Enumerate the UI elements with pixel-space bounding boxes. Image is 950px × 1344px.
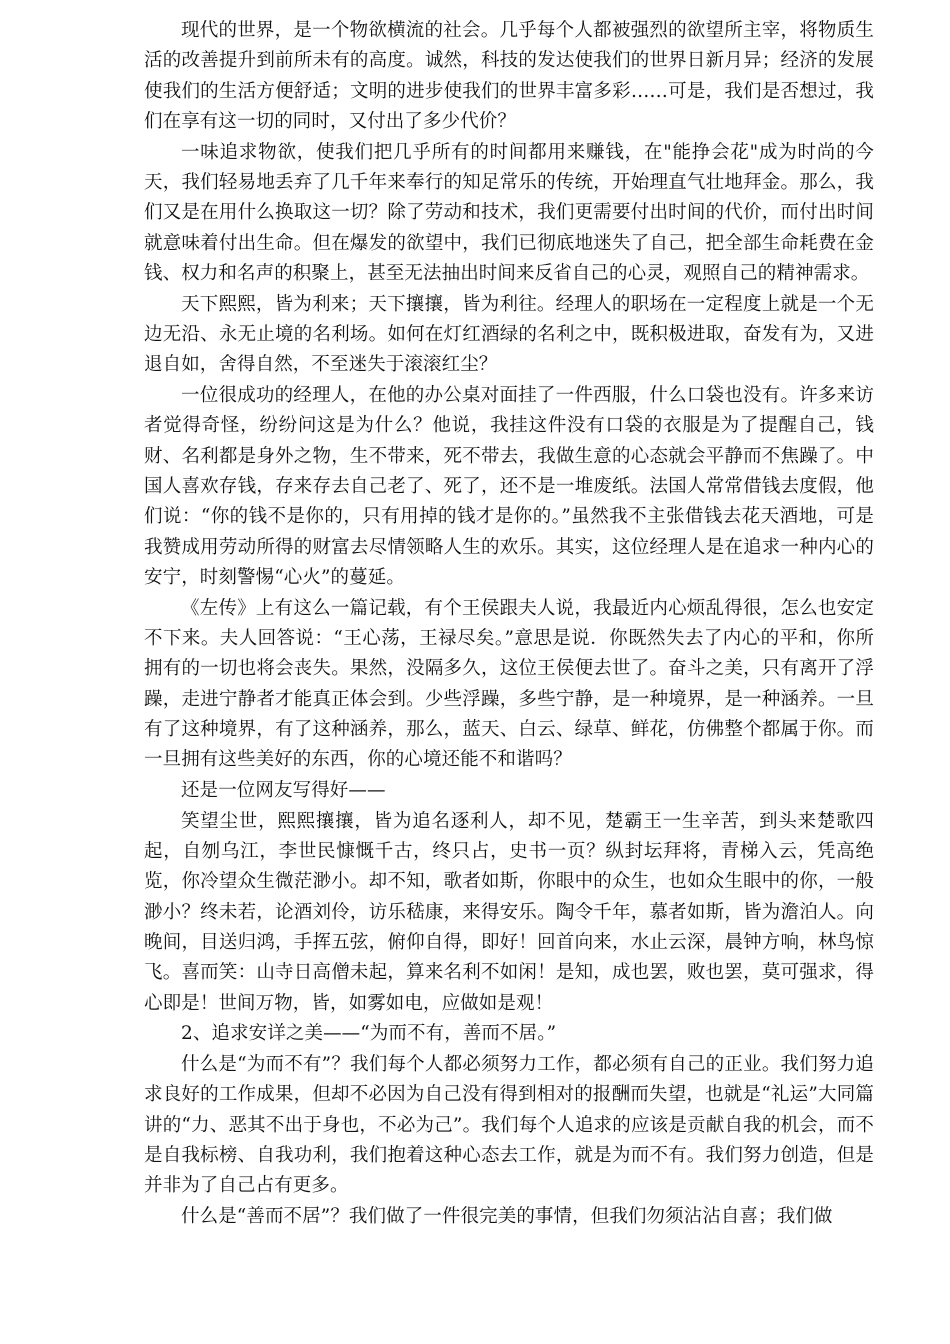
paragraph-5: 《左传》上有这么一篇记载，有个王侯跟夫人说，我最近内心烦乱得很，怎么也安定不下来。夫人回答说：“王心荡，王禄尽矣。”意思是说．你既然失去了内心的平和，你所拥有的一切也将会丧失。果然，没隔多久，这位王侯便去世了。奋斗之美，只有离开了浮躁，走进宁静者才能真正体会到。少些浮躁，多些宁静，是一种境界，是一种涵养。一旦有了这种境界，有了这种涵养，那么，蓝天、白云、绿草、鲜花，仿佛整个都属于你。而一旦拥有这些美好的东西，你的心境还能不和谐吗？ [144, 597, 874, 771]
paragraph-4: 一位很成功的经理人，在他的办公桌对面挂了一件西服，什么口袋也没有。许多来访者觉得奇怪，纷纷问这是为什么？他说，我挂这件没有口袋的衣服是为了提醒自己，钱财、名利都是身外之物，生不带来，死不带去，我做生意的心态就会平静而不焦躁了。中国人喜欢存钱，存来存去自己老了、死了，还不是一堆废纸。法国人常常借钱去度假，他们说：“你的钱不是你的，只有用掉的钱才是你的。”虽然我不主张借钱去花天酒地，可是我赞成用劳动所得的财富去尽情领略人生的欢乐。其实，这位经理人是在追求一种内心的安宁，时刻警惕“心火”的蔓延。 [144, 385, 874, 588]
paragraph-7: 笑望尘世，熙熙攘攘，皆为追名逐利人，却不见，楚霸王一生辛苦，到头来楚歌四起，自刎乌江，李世民慷慨千古，终只占，史书一页？纵封坛拜将，青梯入云，凭高绝览，你冷望众生微茫渺小。却不知，歌者如斯，你眼中的众生，也如众生眼中的你，一般渺小？终未若，论酒刘伶，访乐嵇康，来得安乐。陶令千年，慕者如斯，皆为澹泊人。向晚间，目送归鸿，手挥五弦，俯仰自得，即好！回首向来，水止云深，晨钟方响，林鸟惊飞。喜而笑：山寺日高僧未起，算来名利不如闲！是知，成也罢，败也罢，莫可强求，得心即是！世间万物，皆，如雾如电，应做如是观！ [144, 810, 874, 1014]
paragraph-9: 什么是“善而不居”？我们做了一件很完美的事情，但我们勿须沾沾自喜；我们做 [181, 1206, 833, 1228]
paragraph-6: 还是一位网友写得好—— [181, 779, 386, 801]
paragraph-1: 现代的世界，是一个物欲横流的社会。几乎每个人都被强烈的欲望所主宰，将物质生活的改善提升到前所未有的高度。诚然，科技的发达使我们的世界日新月异；经济的发展使我们的生活方便舒适；文明的进步使我们的世界丰富多彩……可是，我们是否想过，我们在享有这一切的同时，又付出了多少代价？ [144, 20, 874, 132]
section-heading: 2、追求安详之美——“为而不有，善而不居。” [181, 1023, 557, 1045]
paragraph-3: 天下熙熙，皆为利来；天下攘攘，皆为利往。经理人的职场在一定程度上就是一个无边无沿、永无止境的名利场。如何在灯红酒绿的名利之中，既积极进取，奋发有为，又进退自如，舍得自然，不至迷失于滚滚红尘？ [144, 293, 874, 376]
paragraph-2: 一味追求物欲，使我们把几乎所有的时间都用来赚钱，在"能挣会花"成为时尚的今天，我们轻易地丢弃了几千年来奉行的知足常乐的传统，开始理直气壮地拜金。那么，我们又是在用什么换取这一切？除了劳动和技术，我们更需要付出时间的代价，而付出时间就意味着付出生命。但在爆发的欲望中，我们已彻底地迷失了自己，把全部生命耗费在金钱、权力和名声的积聚上，甚至无法抽出时间来反省自己的心灵，观照自己的精神需求。 [144, 141, 874, 284]
paragraph-8: 什么是“为而不有”？我们每个人都必须努力工作，都必须有自己的正业。我们努力追求良好的工作成果，但却不必因为自己没有得到相对的报酬而失望，也就是“礼运”大同篇讲的“力、恶其不出于身也，不必为己”。我们每个人追求的应该是贡献自我的机会，而不是自我标榜、自我功利，我们抱着这种心态去工作，就是为而不有。我们努力创造，但是并非为了自己占有更多。 [144, 1054, 874, 1197]
document-body [144, 16, 874, 1233]
